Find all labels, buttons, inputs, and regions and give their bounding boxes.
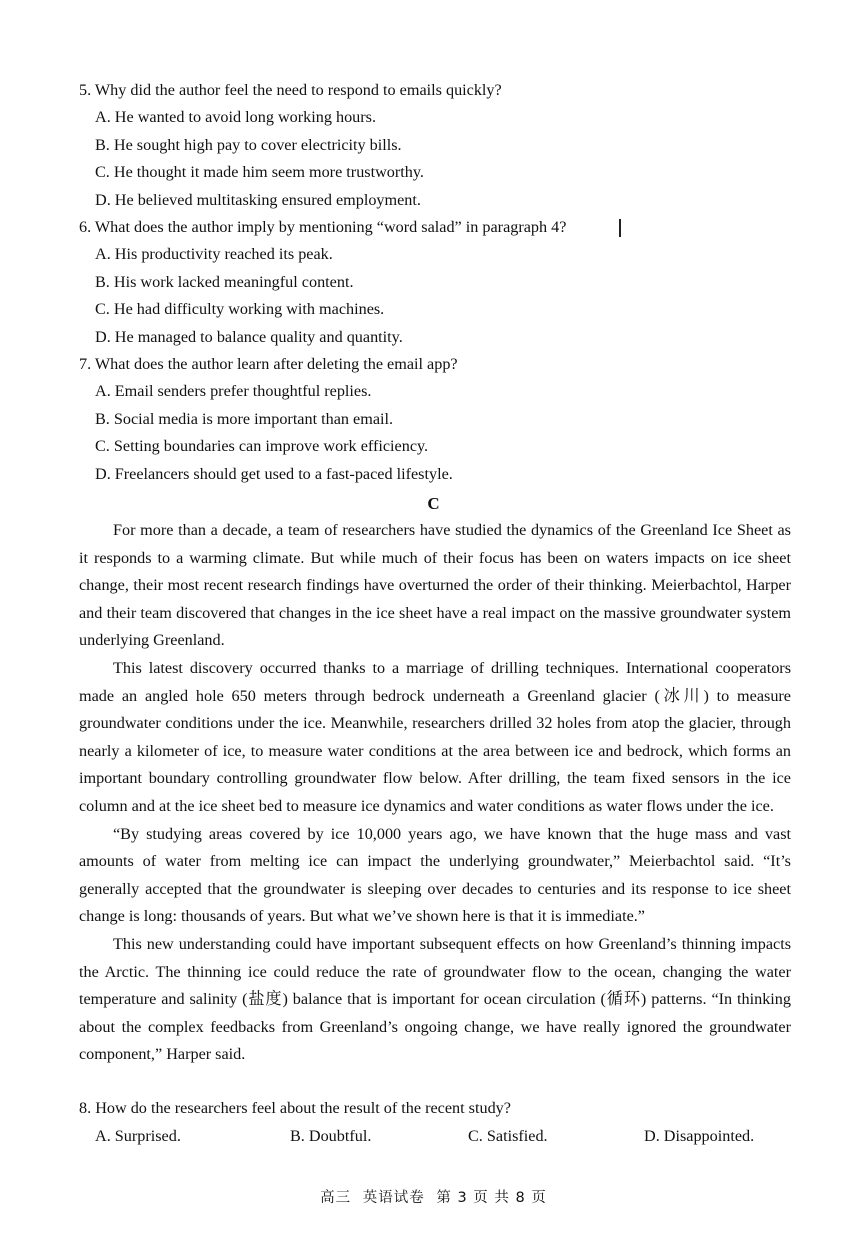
reading-passage bbox=[79, 517, 791, 1069]
question-7 bbox=[79, 351, 799, 488]
question-5 bbox=[79, 77, 799, 214]
question-6-option-a: A. His productivity reached its peak. bbox=[95, 245, 333, 264]
footer-grade: 高三 bbox=[320, 1190, 352, 1206]
passage-paragraph-3: “By studying areas covered by ice 10,000 years ago, we have known that the huge mass and vast amounts of water from melting ice can impact the underlying groundwater,” Meierbachtol said. “It’s generally accepted that the groundwater is sleeping over decades to centuries and its response to ice sheet change is long: thousands of years. But what we’ve shown here is that it is immediate.” bbox=[79, 824, 791, 926]
question-7-option-b: B. Social media is more important than email. bbox=[95, 409, 394, 428]
section-heading: C bbox=[427, 494, 440, 513]
question-8-option-d: D. Disappointed. bbox=[644, 1126, 755, 1145]
question-7-option-c: C. Setting boundaries can improve work efficiency. bbox=[95, 437, 429, 456]
passage-paragraph-4: This new understanding could have important subsequent effects on how Greenland’s thinning impacts the Arctic. The thinning ice could reduce the rate of groundwater flow to the ocean, changing the water temperature and salinity (盐度) balance that is important for ocean circulation (循环) patterns. “In thinking about the complex feedbacks from Greenland’s ongoing change, we have really ignored the groundwater component,” Harper said. bbox=[79, 934, 791, 1064]
question-5-option-b: B. He sought high pay to cover electricity bills. bbox=[95, 135, 402, 154]
question-8-stem: 8. How do the researchers feel about the result of the recent study? bbox=[79, 1099, 511, 1117]
passage-paragraph-2: This latest discovery occurred thanks to a marriage of drilling techniques. International cooperators made an angled hole 650 meters through bedrock underneath a Greenland glacier (冰川) to measure groundwater conditions under the ice. Meanwhile, researchers drilled 32 holes from atop the glacier, through nearly a kilometer of ice, to measure water conditions at the area between ice and bedrock, which forms an important boundary controlling groundwater flow below. After drilling, the team fixed sensors in the ice column and at the ice sheet bed to measure ice dynamics and water conditions as water flows under the ice. bbox=[79, 658, 791, 815]
question-8-option-a: A. Surprised. bbox=[95, 1126, 181, 1145]
question-8-options bbox=[79, 1123, 799, 1151]
question-8 bbox=[79, 1095, 799, 1151]
question-7-option-d: D. Freelancers should get used to a fast-paced lifestyle. bbox=[95, 464, 453, 483]
question-5-stem: 5. Why did the author feel the need to respond to emails quickly? bbox=[79, 81, 502, 99]
question-6-option-c: C. He had difficulty working with machines. bbox=[95, 300, 385, 319]
question-5-option-c: C. He thought it made him seem more trustworthy. bbox=[95, 163, 424, 182]
question-8-option-b: B. Doubtful. bbox=[290, 1126, 372, 1145]
question-6-option-b: B. His work lacked meaningful content. bbox=[95, 272, 354, 291]
question-5-option-a: A. He wanted to avoid long working hours. bbox=[95, 108, 376, 127]
question-7-stem: 7. What does the author learn after deleting the email app? bbox=[79, 355, 458, 373]
question-6-option-d: D. He managed to balance quality and quantity. bbox=[95, 327, 403, 346]
question-6-stem: 6. What does the author imply by mentioning “word salad” in paragraph 4? bbox=[79, 218, 567, 236]
question-6 bbox=[79, 214, 799, 351]
question-5-option-d: D. He believed multitasking ensured employment. bbox=[95, 190, 421, 209]
footer-subject: 英语试卷 bbox=[362, 1190, 425, 1206]
pen-tick-mark bbox=[619, 219, 621, 237]
question-7-option-a: A. Email senders prefer thoughtful replies. bbox=[95, 382, 372, 401]
page-footer bbox=[0, 1186, 867, 1207]
footer-page-number: 第 3 页 共 8 页 bbox=[436, 1190, 547, 1206]
passage-paragraph-1: For more than a decade, a team of researchers have studied the dynamics of the Greenland Ice Sheet as it responds to a warming climate. But while much of their focus has been on waters impacts on ice sheet change, their most recent research findings have overturned the order of their thinking. Meierbachtol, Harper and their team discovered that changes in the ice sheet have a real impact on the massive groundwater system underlying Greenland. bbox=[79, 521, 791, 650]
question-8-option-c: C. Satisfied. bbox=[468, 1126, 548, 1145]
